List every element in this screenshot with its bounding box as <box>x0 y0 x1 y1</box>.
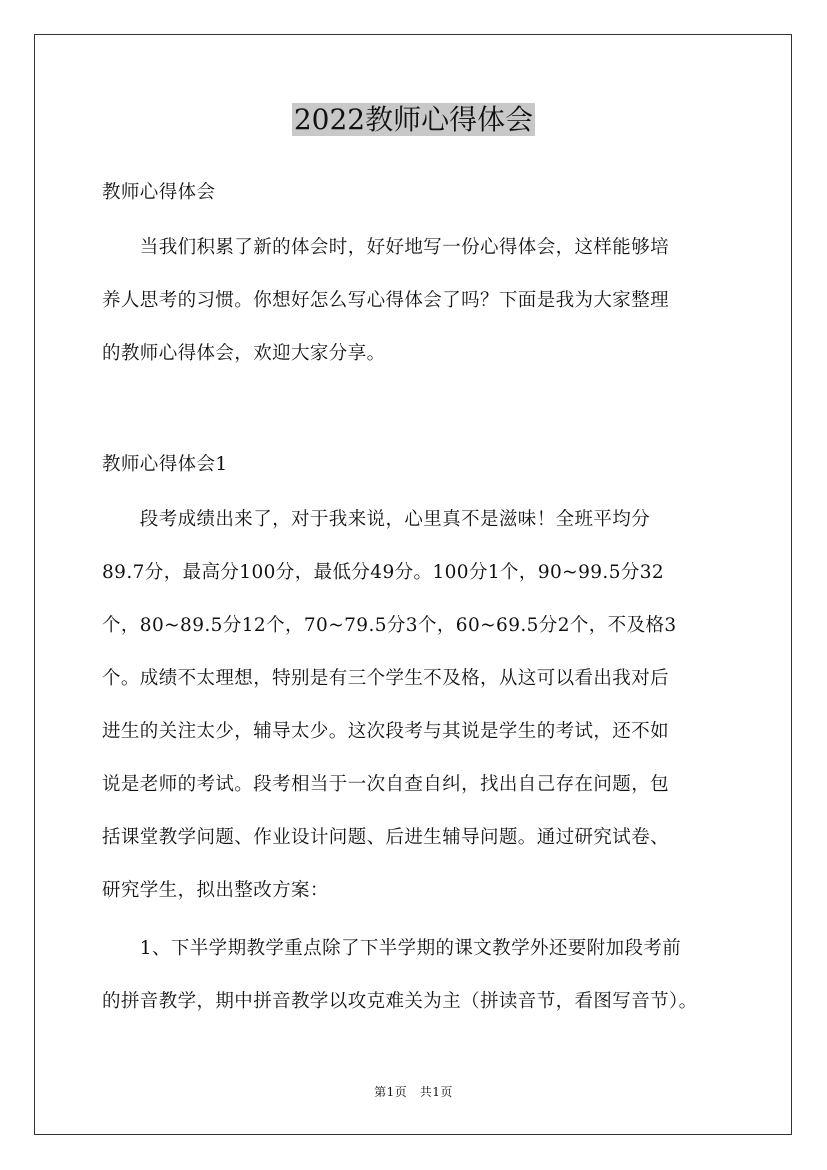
intro-paragraph <box>102 221 732 380</box>
paragraph-line: 说是老师的考试。段考相当于一次自查自纠，找出自己存在问题，包 <box>102 774 670 795</box>
paragraph-line: 括课堂教学问题、作业设计问题、后进生辅导问题。通过研究试卷、 <box>102 827 670 848</box>
paragraph-line: 养人思考的习惯。你想好怎么写心得体会了吗？下面是我为大家整理 <box>102 290 670 311</box>
paragraph-line: 当我们积累了新的体会时，好好地写一份心得体会，这样能够培 <box>102 237 670 258</box>
paragraph-line: 研究学生，拟出整改方案： <box>102 880 329 901</box>
paragraph-line: 个。成绩不太理想，特别是有三个学生不及格，从这可以看出我对后 <box>102 668 670 689</box>
paragraph-line: 段考成绩出来了，对于我来说，心里真不是滋味！全班平均分 <box>102 509 651 530</box>
paragraph-line: 1、下半学期教学重点除了下半学期的课文教学外还要附加段考前 <box>102 938 682 959</box>
page-footer: 第1页 共1页 <box>374 1085 453 1099</box>
paragraph-line: 进生的关注太少，辅导太少。这次段考与其说是学生的考试，还不如 <box>102 721 670 742</box>
item1-paragraph <box>102 922 732 1028</box>
document-title-text: 2022教师心得体会 <box>293 103 534 136</box>
document-title <box>0 100 827 140</box>
intro-heading-text: 教师心得体会 <box>102 182 216 203</box>
paragraph-line: 89.7分，最高分100分，最低分49分。100分1个，90~99.5分32 <box>102 562 665 583</box>
paragraph-line: 个，80~89.5分12个，70~79.5分3个，60~69.5分2个，不及格3 <box>102 615 677 636</box>
section1-heading-text: 教师心得体会1 <box>102 454 228 475</box>
paragraph-line: 的拼音教学，期中拼音教学以攻克难关为主（拼读音节，看图写音节）。 <box>102 991 698 1012</box>
section1-paragraph <box>102 493 732 917</box>
paragraph-line: 的教师心得体会，欢迎大家分享。 <box>102 343 386 364</box>
